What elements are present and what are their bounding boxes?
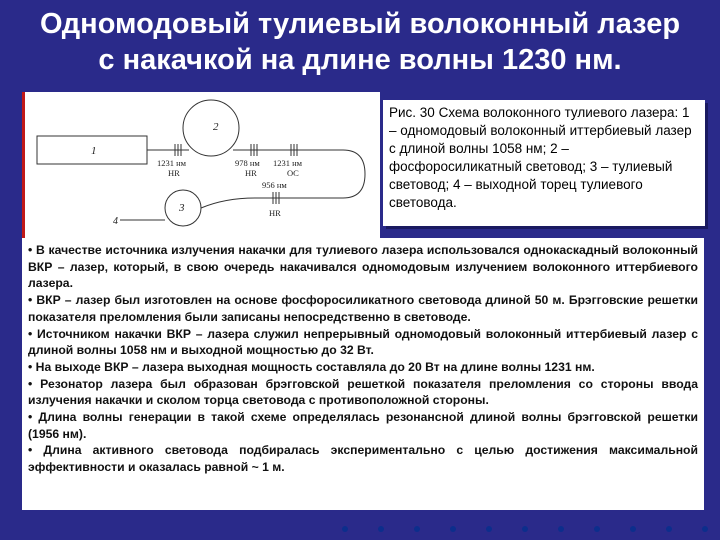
grating-4-type: HR [269,208,281,218]
grating-3-wavelength: 1231 нм [273,158,303,168]
dot [630,526,636,532]
bullet-item: • Длина активного световода подбиралась экспериментально с целью достижения максимальной эффективности и оказалась равной ~ 1 м. [28,443,698,475]
grating-2-type: HR [245,168,257,178]
title-line-1: Одномодовый тулиевый волоконный лазер [39,8,681,40]
figure-caption: Рис. 30 Схема волоконного тулиевого лазера: 1 – одномодовый волоконный иттербиевый лазер с длиной волны 1058 нм; 2 – фосфоросиликатный световод; 3 – тулиевый световод; 4 – выходной торец тулиевого световода. [383,100,705,226]
dot [342,526,348,532]
bullet-item: • ВКР – лазер был изготовлен на основе фосфоросиликатного световода длиной 50 м. Брэгговские решетки показателя преломления были записаны непосредственно в световоде. [28,293,698,324]
bullet-item: • Длина волны генерации в такой схеме определялась резонансной длиной волны брэгговской решетки (1956 нм). [28,410,698,441]
dot [450,526,456,532]
grating-4-wavelength: 956 нм [262,180,287,190]
phosphosilicate-fiber-coil [183,100,239,156]
bullet-list [22,238,704,510]
dot [558,526,564,532]
decorative-dots [330,526,720,540]
grating-3-type: OC [287,168,299,178]
label-4: 4 [113,216,118,227]
dot [702,526,708,532]
dot [414,526,420,532]
grating-2-wavelength: 978 нм [235,158,260,168]
label-3: 3 [179,202,185,214]
dot [666,526,672,532]
label-1: 1 [91,145,97,157]
laser-scheme-svg [25,92,380,240]
bullet-item: • Резонатор лазера был образован брэгговской решеткой показателя преломления со стороны ввода излучения накачки и сколом торца световода с противоположной стороны. [28,376,698,408]
slide-title [0,6,720,78]
dot [486,526,492,532]
dot [522,526,528,532]
bullet-item: • В качестве источника излучения накачки для тулиевого лазера использовался однокаскадный волоконный ВКР – лазер, который, в свою очередь накачивался одномодовым излучением волоконного иттербиевого лазера. [28,243,698,291]
bullet-item: • Источником накачки ВКР – лазера служил непрерывный одномодовый волоконный иттербиевый лазер с длиной волны 1058 нм и выходной мощностью до 32 Вт. [28,326,698,358]
grating-1-type: HR [168,168,180,178]
bullet-item: • На выходе ВКР – лазера выходная мощность составляла до 20 Вт на длине волны 1231 нм. [28,359,595,374]
label-2: 2 [213,121,219,133]
laser-scheme-diagram [22,92,380,240]
dot [594,526,600,532]
grating-1-wavelength: 1231 нм [157,158,187,168]
dot [378,526,384,532]
title-line-2: с накачкой на длине волны 1230 нм. [98,44,622,76]
